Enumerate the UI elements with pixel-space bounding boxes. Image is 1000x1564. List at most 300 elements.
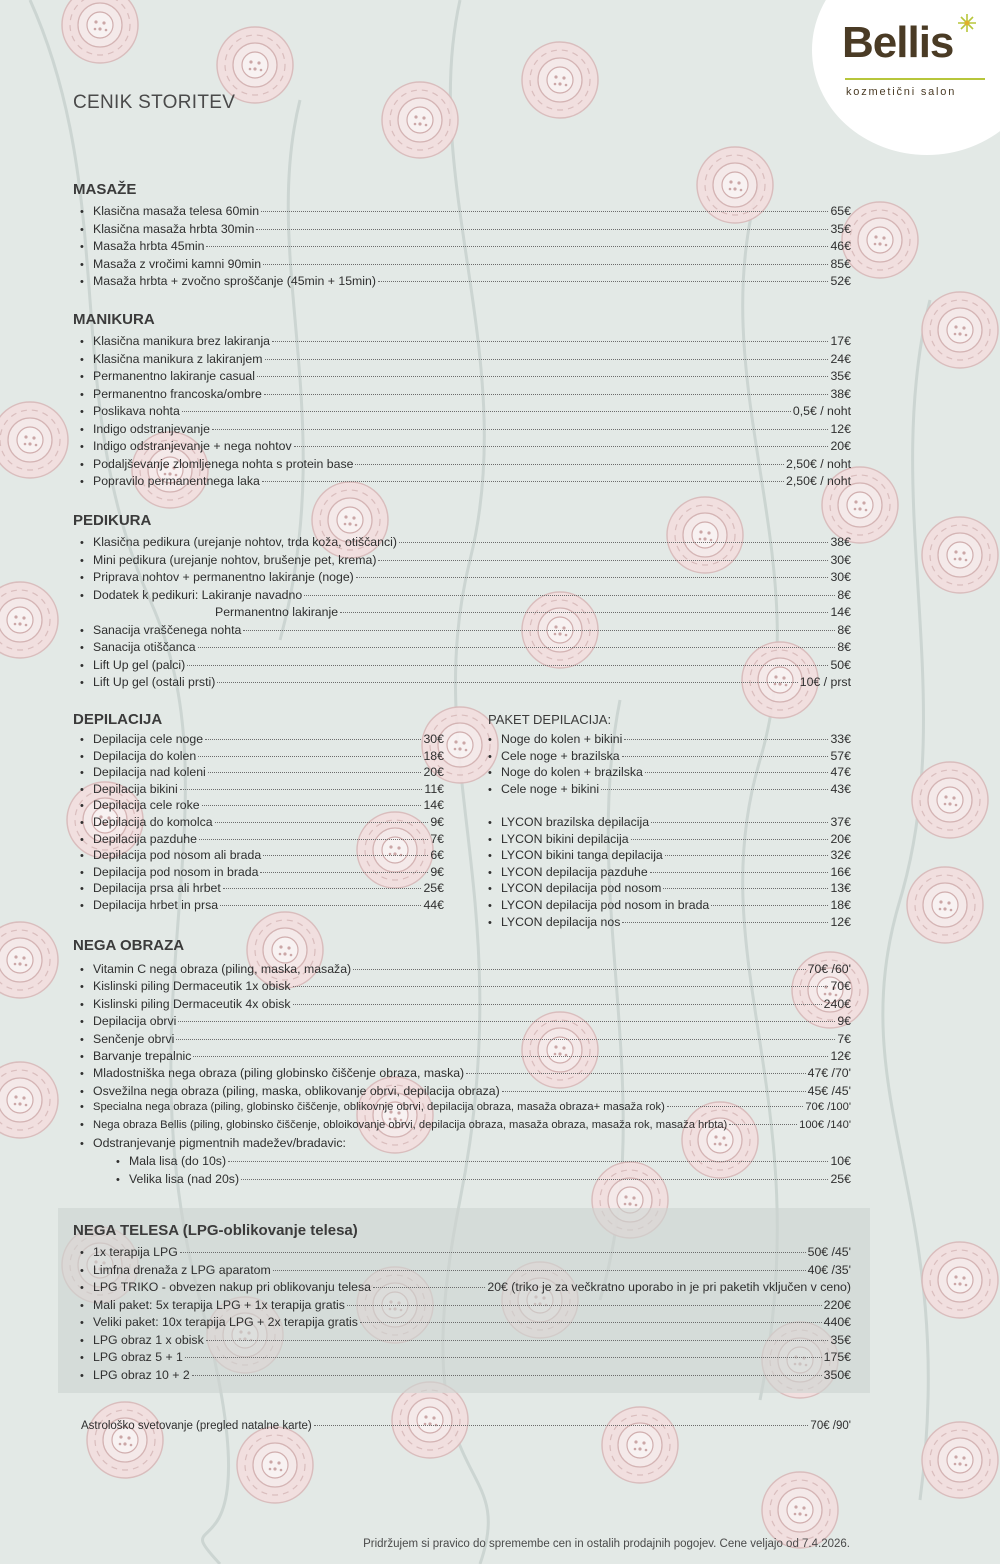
price-row <box>80 1066 851 1083</box>
bullet-icon: • <box>80 371 84 383</box>
price-row <box>80 588 851 605</box>
price-row <box>80 1119 851 1136</box>
service-price: 47€ /70' <box>807 1066 851 1081</box>
service-name: LYCON bikini depilacija <box>501 831 629 846</box>
price-row <box>80 369 851 386</box>
service-price: 33€ <box>830 732 851 746</box>
service-price: 25€ <box>423 881 444 896</box>
dot-leader <box>212 429 829 430</box>
price-row <box>80 1263 851 1280</box>
service-name: Barvanje trepalnic <box>93 1049 192 1063</box>
bullet-icon: • <box>80 1282 84 1294</box>
service-price: 13€ <box>830 881 851 896</box>
dot-leader <box>622 756 829 757</box>
price-row <box>80 1101 851 1118</box>
service-price: 12€ <box>830 421 851 436</box>
dot-leader <box>340 612 828 613</box>
bullet-icon: • <box>80 258 84 271</box>
logo-underline <box>845 78 985 80</box>
service-name: Sanacija otiščanca <box>93 640 196 654</box>
price-row <box>80 570 851 587</box>
page-title: CENIK STORITEV <box>73 92 236 113</box>
service-name: Depilacija pod nosom in brada <box>93 864 259 879</box>
service-price: 35€ <box>830 1332 851 1347</box>
service-price: 20€ <box>830 831 851 846</box>
price-row <box>80 553 851 570</box>
service-price: 30€ <box>830 552 851 567</box>
service-name: Kislinski piling Dermaceutik 1x obisk <box>93 979 291 994</box>
service-name: Cele noge + brazilska <box>501 748 620 763</box>
dot-leader <box>347 1305 822 1306</box>
dot-leader <box>198 756 421 757</box>
bullet-icon: • <box>488 783 492 796</box>
price-row <box>80 1333 851 1350</box>
service-price: 50€ <box>830 657 851 672</box>
dot-leader <box>631 839 829 840</box>
service-price: 10€ <box>830 1154 851 1168</box>
service-name: Depilacija prsa ali hrbet <box>93 881 221 896</box>
price-row <box>80 404 851 421</box>
bullet-icon: • <box>80 1299 84 1312</box>
bullet-icon: • <box>80 458 84 471</box>
price-row <box>80 1014 851 1031</box>
service-price: 11€ <box>424 781 444 796</box>
service-price: 70€ /90' <box>810 1420 851 1432</box>
service-name: Mini pedikura (urejanje nohtov, brušenje pet, krema) <box>93 552 377 567</box>
price-row <box>80 865 444 882</box>
dot-leader <box>466 1073 805 1074</box>
bullet-icon: • <box>80 423 84 436</box>
bullet-icon: • <box>80 783 84 796</box>
bullet-icon: • <box>80 572 84 584</box>
service-name: Osvežilna nega obraza (piling, maska, oblikovanje obrvi, depilacija obraza) <box>93 1083 500 1098</box>
service-name: LYCON depilacija pazduhe <box>501 864 648 879</box>
dot-leader <box>355 464 784 465</box>
service-name: LYCON brazilska depilacija <box>501 815 650 829</box>
service-price: 32€ <box>830 848 851 863</box>
service-price: 25€ <box>830 1171 851 1186</box>
price-row <box>116 1172 851 1189</box>
price-row <box>80 997 851 1014</box>
bullet-icon: • <box>80 734 84 746</box>
logo-flower-icon <box>957 13 977 33</box>
service-price: 0,5€ / noht <box>792 404 851 418</box>
dot-leader <box>198 647 836 648</box>
price-row <box>80 782 444 799</box>
dot-leader <box>651 822 828 823</box>
price-row <box>80 1350 851 1367</box>
bullet-icon: • <box>80 833 84 846</box>
logo-wordmark: Bellis <box>842 18 954 67</box>
dot-leader <box>293 986 829 987</box>
bullet-icon: • <box>80 659 84 672</box>
dot-leader <box>601 789 828 790</box>
dot-leader <box>180 1252 806 1253</box>
dot-leader <box>202 805 422 806</box>
service-price: 38€ <box>830 386 851 401</box>
bullet-icon: • <box>80 223 84 236</box>
service-price: 70€ /60' <box>807 962 851 976</box>
bullet-icon: • <box>80 206 84 218</box>
service-price: 8€ <box>837 622 851 637</box>
section-heading: PEDIKURA <box>73 512 152 529</box>
service-price: 7€ <box>837 1031 851 1046</box>
dot-leader <box>263 855 428 856</box>
price-row <box>80 1368 851 1385</box>
dot-leader <box>272 341 828 342</box>
service-price: 14€ <box>830 605 851 619</box>
service-name: Depilacija bikini <box>93 781 178 796</box>
footer-note: Pridržujem si pravico do spremembe cen in ostalih prodajnih pogojev. Cene veljajo od 7.4.2026. <box>363 1538 850 1550</box>
price-row <box>80 765 444 782</box>
service-name: LPG obraz 10 + 2 <box>93 1367 190 1382</box>
dot-leader <box>294 446 829 447</box>
price-row <box>488 915 851 932</box>
section-heading: NEGA TELESA (LPG-oblikovanje telesa) <box>73 1222 358 1239</box>
dot-leader <box>215 822 429 823</box>
price-row <box>80 623 851 640</box>
service-name: Senčenje obrvi <box>93 1031 175 1046</box>
service-price: 7€ <box>430 831 444 846</box>
dot-leader <box>260 872 428 873</box>
bullet-icon: • <box>488 833 492 846</box>
service-price: 12€ <box>830 914 851 929</box>
price-row <box>488 732 851 749</box>
service-name: Velika lisa (nad 20s) <box>129 1171 240 1186</box>
service-name: Priprava nohtov + permanentno lakiranje (noge) <box>93 570 354 584</box>
service-price: 18€ <box>830 898 851 912</box>
service-name: Klasična masaža hrbta 30min <box>93 221 255 236</box>
bullet-icon: • <box>80 800 84 813</box>
bullet-icon: • <box>80 817 84 829</box>
service-price: 240€ <box>823 996 851 1011</box>
price-row <box>488 832 851 849</box>
service-price: 6€ <box>430 848 444 863</box>
bullet-icon: • <box>80 1352 84 1364</box>
price-row <box>488 749 851 766</box>
service-name: Astrološko svetovanje (pregled natalne karte) <box>81 1420 312 1432</box>
bullet-icon: • <box>80 767 84 780</box>
service-price: 85€ <box>830 256 851 271</box>
bullet-icon: • <box>80 1101 84 1114</box>
price-row <box>80 798 444 815</box>
service-price: 20€ <box>830 439 851 453</box>
service-name: Masaža hrbta + zvočno sproščanje (45min + 15min) <box>93 274 376 288</box>
bullet-icon: • <box>80 1085 84 1098</box>
price-row <box>80 640 851 657</box>
dot-leader <box>187 665 828 666</box>
service-name: Depilacija cele roke <box>93 798 200 813</box>
service-price: 440€ <box>823 1315 851 1329</box>
price-row <box>80 832 444 849</box>
service-price: 9€ <box>430 815 444 829</box>
service-price: 50€ /45' <box>807 1245 851 1259</box>
dot-leader <box>261 211 828 212</box>
dot-leader <box>256 229 828 230</box>
service-name: Permanentno lakiranje casual <box>93 369 256 383</box>
service-name: Depilacija nad koleni <box>93 765 206 780</box>
dot-leader <box>502 1091 806 1092</box>
service-price: 70€ <box>830 979 851 994</box>
dot-leader <box>665 855 829 856</box>
price-row <box>80 815 444 832</box>
dot-leader <box>206 246 828 247</box>
price-row <box>80 239 851 256</box>
price-row <box>80 962 851 979</box>
dot-leader <box>399 542 829 543</box>
price-row <box>80 1032 851 1049</box>
bullet-icon: • <box>80 241 84 253</box>
service-price: 2,50€ / noht <box>786 474 851 488</box>
bullet-icon: • <box>488 866 492 879</box>
price-row <box>80 749 444 766</box>
dot-leader <box>192 1375 822 1376</box>
service-price: 350€ <box>823 1367 851 1382</box>
service-name: Klasična masaža telesa 60min <box>93 204 260 218</box>
dot-leader <box>185 1357 822 1358</box>
service-name: LPG TRIKO - obvezen nakup pri oblikovanju telesa <box>93 1280 371 1294</box>
service-name: Klasična manikura z lakiranjem <box>93 351 263 366</box>
dot-leader <box>645 772 829 773</box>
service-price: 16€ <box>830 864 851 879</box>
dot-leader <box>624 739 828 740</box>
service-name: Popravilo permanentnega laka <box>93 474 260 488</box>
bullet-icon: • <box>80 388 84 401</box>
bullet-icon: • <box>80 336 84 348</box>
price-row <box>80 898 444 915</box>
dot-leader <box>273 1270 806 1271</box>
service-price: 2,50€ / noht <box>786 456 851 471</box>
service-name: Depilacija pazduhe <box>93 831 197 846</box>
bullet-icon: • <box>80 441 84 453</box>
dot-leader <box>193 1056 828 1057</box>
dot-leader <box>663 888 828 889</box>
dot-leader <box>729 1124 797 1125</box>
price-row-label <box>80 1136 851 1153</box>
bullet-icon: • <box>80 1138 84 1150</box>
price-row <box>80 352 851 369</box>
service-price: 18€ <box>423 748 444 763</box>
price-row <box>80 1280 851 1297</box>
dot-leader <box>205 739 421 740</box>
price-row <box>80 535 851 552</box>
dot-leader <box>199 839 428 840</box>
price-row <box>80 658 851 675</box>
bullet-icon: • <box>488 817 492 829</box>
service-price: 30€ <box>423 732 444 746</box>
service-price: 46€ <box>830 239 851 253</box>
bullet-icon: • <box>80 998 84 1011</box>
section-heading: MASAŽE <box>73 181 137 198</box>
dot-leader <box>208 772 422 773</box>
bullet-icon: • <box>80 554 84 567</box>
dot-leader <box>650 872 829 873</box>
bullet-icon: • <box>80 1317 84 1329</box>
bullet-icon: • <box>488 900 492 912</box>
dot-leader <box>667 1106 803 1107</box>
bullet-icon: • <box>80 624 84 637</box>
price-row <box>80 422 851 439</box>
service-price: 65€ <box>830 204 851 218</box>
service-name: Indigo odstranjevanje <box>93 421 210 436</box>
bullet-icon: • <box>80 406 84 418</box>
bullet-icon: • <box>80 1118 84 1131</box>
service-name: LPG obraz 1 x obisk <box>93 1332 204 1347</box>
service-price: 10€ / prst <box>799 675 851 689</box>
service-price: 37€ <box>830 815 851 829</box>
service-name: Permanentno francoska/ombre <box>93 386 262 401</box>
bullet-icon: • <box>488 850 492 863</box>
dot-leader <box>356 577 829 578</box>
price-row <box>80 675 851 692</box>
bullet-icon: • <box>488 883 492 896</box>
service-name: Masaža hrbta 45min <box>93 239 205 253</box>
price-row <box>80 222 851 239</box>
section-heading: PAKET DEPILACIJA: <box>488 712 612 727</box>
service-price: 14€ <box>423 798 444 813</box>
service-name: Specialna nega obraza (piling, globinsko čiščenje, oblikovnje obrvi, depilacija obraza, masaža obraza+ masaža rok) <box>93 1101 665 1114</box>
service-name: Mladostniška nega obraza (piling globinsko čiščenje obraza, maska) <box>93 1066 465 1081</box>
bullet-icon: • <box>80 276 84 288</box>
price-row <box>488 815 851 832</box>
service-name: Odstranjevanje pigmentnih madežev/bradavic: <box>93 1136 346 1150</box>
dot-leader <box>228 1161 828 1162</box>
service-name: Lift Up gel (palci) <box>93 657 186 672</box>
dot-leader <box>263 264 828 265</box>
service-name: Sanacija vraščenega nohta <box>93 622 242 637</box>
dot-leader <box>293 1004 822 1005</box>
dot-leader <box>217 682 797 683</box>
service-name: Klasična pedikura (urejanje nohtov, trda koža, otiščanci) <box>93 535 397 549</box>
price-row <box>488 865 851 882</box>
bullet-icon: • <box>80 1033 84 1046</box>
bullet-icon: • <box>80 883 84 896</box>
service-price: 35€ <box>830 221 851 236</box>
service-name: Masaža z vročimi kamni 90min <box>93 256 262 271</box>
bullet-icon: • <box>80 677 84 689</box>
bullet-icon: • <box>116 1156 120 1168</box>
bullet-icon: • <box>80 1016 84 1029</box>
dot-leader <box>304 595 835 596</box>
price-row <box>80 274 851 291</box>
service-name: Mala lisa (do 10s) <box>129 1154 227 1168</box>
bullet-icon: • <box>80 589 84 602</box>
service-price: 8€ <box>837 587 851 602</box>
price-row <box>488 881 851 898</box>
service-price: 20€ <box>423 765 444 780</box>
service-name: Klasična manikura brez lakiranja <box>93 334 271 348</box>
price-row <box>488 848 851 865</box>
dot-leader <box>220 905 421 906</box>
section-heading: NEGA OBRAZA <box>73 937 185 954</box>
service-price: 45€ /45' <box>807 1083 851 1098</box>
service-price: 40€ /35' <box>807 1262 851 1277</box>
bullet-icon: • <box>116 1173 120 1186</box>
bullet-icon: • <box>80 1051 84 1063</box>
dot-leader <box>622 922 828 923</box>
bullet-icon: • <box>80 750 84 763</box>
service-name: Noge do kolen + brazilska <box>501 765 643 780</box>
bullet-icon: • <box>80 1247 84 1259</box>
price-row <box>80 605 851 622</box>
price-row <box>80 1245 851 1262</box>
service-name: LYCON bikini tanga depilacija <box>501 848 663 863</box>
service-price: 12€ <box>830 1049 851 1063</box>
price-row <box>488 765 851 782</box>
service-price: 43€ <box>830 781 851 796</box>
service-name: Depilacija cele noge <box>93 732 204 746</box>
dot-leader <box>182 411 791 412</box>
bullet-icon: • <box>80 1264 84 1277</box>
price-row <box>68 1420 851 1437</box>
price-row <box>80 732 444 749</box>
service-name: LYCON depilacija nos <box>501 914 621 929</box>
service-name: Poslikava nohta <box>93 404 180 418</box>
service-name: Indigo odstranjevanje + nega nohtov <box>93 439 292 453</box>
bullet-icon: • <box>488 734 492 746</box>
price-row <box>80 1298 851 1315</box>
dot-leader <box>262 481 784 482</box>
service-name: LPG obraz 5 + 1 <box>93 1350 183 1364</box>
bullet-icon: • <box>80 476 84 488</box>
bullet-icon: • <box>80 900 84 912</box>
service-price: 20€ (triko je za večkratno uporabo in je pri paketih vključen v ceno) <box>487 1280 851 1294</box>
dot-leader <box>378 560 828 561</box>
section-heading: DEPILACIJA <box>73 711 163 728</box>
service-name: Veliki paket: 10x terapija LPG + 2x terapija gratis <box>93 1315 358 1329</box>
bullet-icon: • <box>80 353 84 366</box>
service-price: 35€ <box>830 369 851 383</box>
bullet-icon: • <box>488 767 492 780</box>
bullet-icon: • <box>80 642 84 654</box>
service-name: 1x terapija LPG <box>93 1245 178 1259</box>
section-heading: MANIKURA <box>73 311 155 328</box>
price-row <box>80 848 444 865</box>
dot-leader <box>178 1021 835 1022</box>
service-price: 57€ <box>830 748 851 763</box>
service-price: 30€ <box>830 570 851 584</box>
bullet-icon: • <box>488 916 492 929</box>
dot-leader <box>223 888 422 889</box>
service-name: Depilacija obrvi <box>93 1014 177 1029</box>
service-price: 44€ <box>423 898 444 912</box>
price-row <box>488 782 851 799</box>
service-price: 220€ <box>823 1297 851 1312</box>
price-row <box>80 979 851 996</box>
service-price: 38€ <box>830 535 851 549</box>
price-row <box>80 334 851 351</box>
dot-leader <box>257 376 828 377</box>
service-name: Nega obraza Bellis (piling, globinsko čiščenje, obloikovanje obrvi, depilacija obraza, masaža obraza, masaža rok, masaža hrbta) <box>93 1118 728 1131</box>
service-name: Depilacija do kolen <box>93 748 197 763</box>
service-price: 24€ <box>830 351 851 366</box>
service-name: Podaljševanje zlomljenega nohta s protein base <box>93 456 354 471</box>
service-price: 8€ <box>837 640 851 654</box>
price-row <box>80 1049 851 1066</box>
dot-leader <box>176 1039 835 1040</box>
price-row <box>80 439 851 456</box>
service-name: Depilacija pod nosom ali brada <box>93 848 262 863</box>
dot-leader <box>353 969 805 970</box>
bullet-icon: • <box>488 750 492 763</box>
price-row <box>80 204 851 221</box>
dot-leader <box>180 789 423 790</box>
price-row <box>80 474 851 491</box>
price-row <box>80 1084 851 1101</box>
dot-leader <box>243 630 835 631</box>
price-row <box>80 457 851 474</box>
service-name: LYCON depilacija pod nosom <box>501 881 662 896</box>
